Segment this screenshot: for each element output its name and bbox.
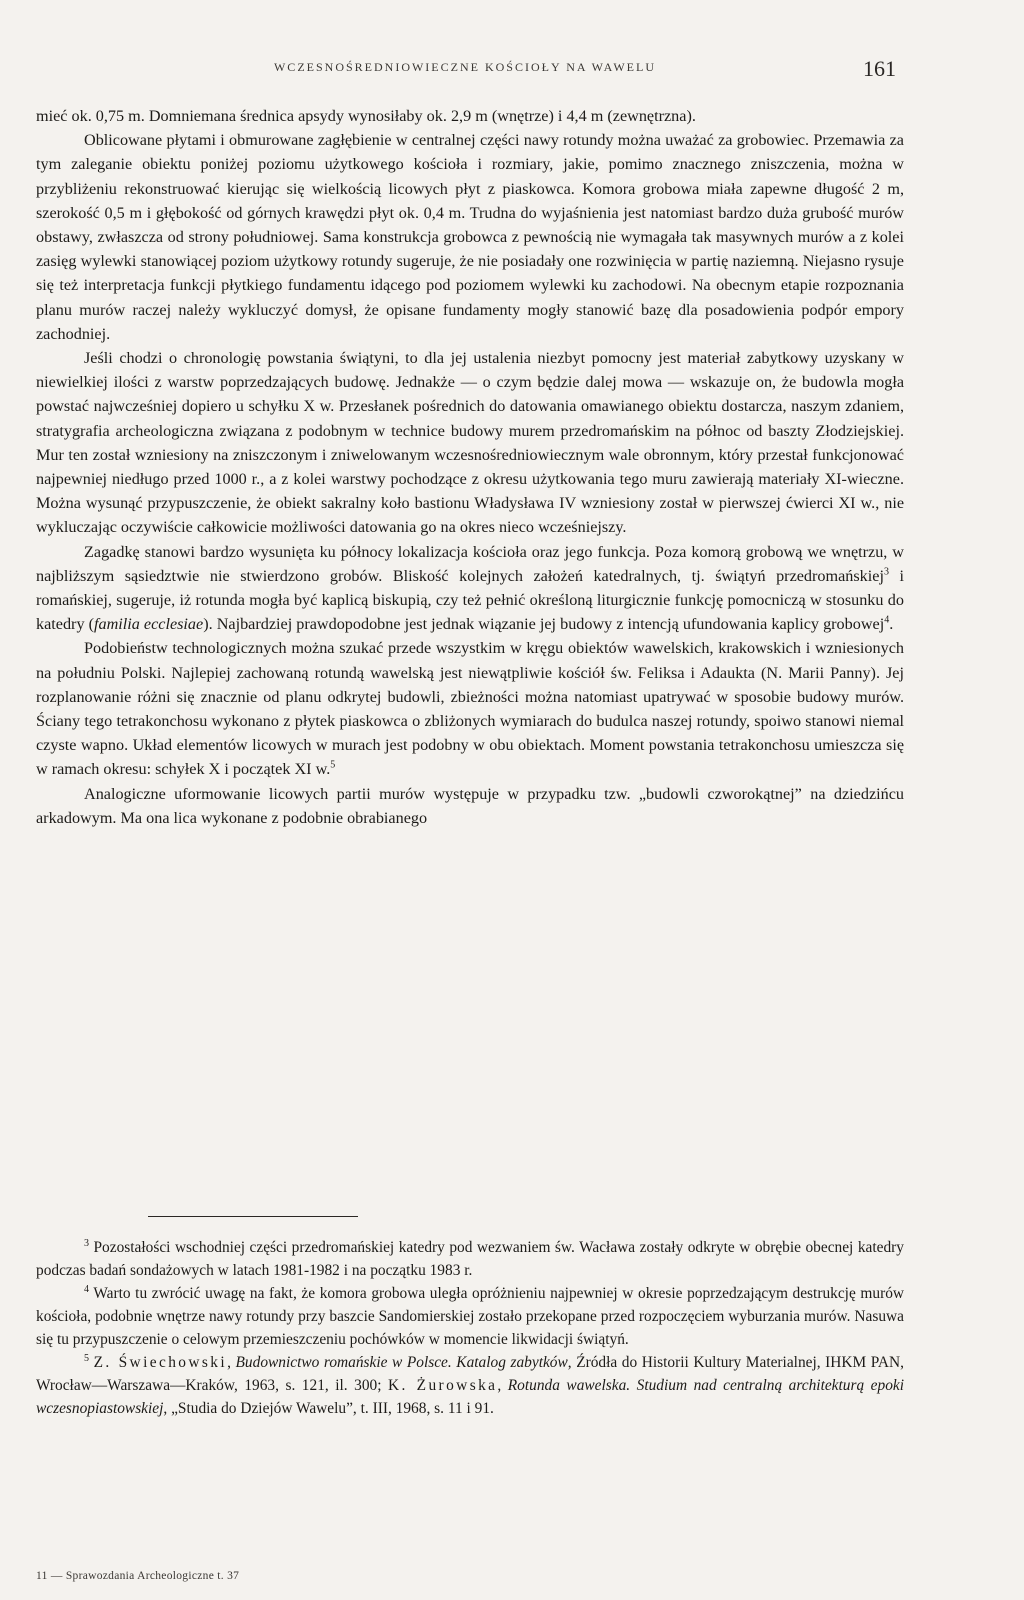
footnote-text: Warto tu zwrócić uwagę na fakt, że komora grobowa uległa opróżnieniu najpewniej w okresie poprzedzającym destrukcję murów kościoła, podobnie wnętrze nawy rotundy przy baszcie Sandomierskiej zostało przekopane przed rozpoczęciem wyburzania murów. Nasuwa się tu przypuszczenie o celowym przemieszczeniu pochówków w momencie likwidacji świątyń. <box>36 1285 904 1348</box>
footnote-number: 4 <box>84 1283 89 1295</box>
paragraph-4 <box>36 540 904 637</box>
page-header <box>36 60 894 75</box>
footnotes <box>36 1236 904 1420</box>
paragraph-1: mieć ok. 0,75 m. Domniemana średnica apsydy wynosiłaby ok. 2,9 m (wnętrze) i 4,4 m (zewnętrzna). <box>36 107 696 125</box>
paragraph-4-part-d: . <box>889 615 894 634</box>
paragraph-5-text: Podobieństw technologicznych można szukać przede wszystkim w kręgu obiektów wawelskich, krakowskich i wzniesionych na południu Polski. Najlepiej zachowaną rotundą wawelską jest niewątpliwie kościół św. Feliksa i Adaukta (N. Marii Panny). Jej rozplanowanie różni się znacznie od planu odkrytej budowli, zbieżności można natomiast upatrywać w sposobie budowy murów. Ściany tego tetrakonchosu wykonano z płytek piaskowca o zbliżonych wymiarach do budulca naszej rotundy, spoiwo stanowi niemal czyste wapno. Układ elementów licowych w murach jest podobny w obu obiektach. Moment powstania tetrakonchosu umieszcza się w ramach okresu: schyłek X i początek XI w. <box>36 639 904 779</box>
latin-term: familia ecclesiae <box>93 615 204 634</box>
author-name: K. Żurowska <box>388 1377 498 1394</box>
footnote-3 <box>36 1236 904 1282</box>
book-title: Budownictwo romańskie w Polsce. Katalog zabytków <box>235 1354 568 1371</box>
book-title: Rotunda wawelska. Studium nad centralną architekturą epoki wczesnopiastowskiej <box>36 1377 904 1417</box>
citation-text: , Źródła do Historii Kultury Materialnej, IHKM PAN, Wrocław—Warszawa—Kraków, 1963, s. 121, il. 300; <box>36 1354 905 1394</box>
separator: , <box>227 1354 236 1371</box>
author-name: Z. Świechowski <box>93 1354 228 1371</box>
citation-text: , „Studia do Dziejów Wawelu”, t. III, 1968, s. 11 i 91. <box>163 1400 494 1417</box>
footnote-5 <box>36 1351 904 1420</box>
footnote-ref-3[interactable]: 3 <box>883 566 889 578</box>
footnote-4 <box>36 1282 904 1351</box>
printer-signature: 11 — Sprawozdania Archeologiczne t. 37 <box>36 1570 240 1582</box>
footnote-ref-4[interactable]: 4 <box>884 614 890 626</box>
paragraph-4-part-c: ). Najbardziej prawdopodobne jest jednak wiązanie jej budowy z intencją ufundowania kaplicy grobowej <box>203 615 885 634</box>
footnote-text: Pozostałości wschodniej części przedromańskiej katedry pod wezwaniem św. Wacława zostały odkryte w obrębie obecnej katedry podczas badań sondażowych w latach 1981-1982 i na początku 1983 r. <box>36 1239 904 1279</box>
paragraph-6: Analogiczne uformowanie licowych partii murów występuje w przypadku tzw. „budowli czworokątnej” na dziedzińcu arkadowym. Ma ona lica wykonane z podobnie obrabianego <box>36 784 904 827</box>
page-number: 161 <box>863 56 896 81</box>
paragraph-5 <box>36 636 904 781</box>
paragraph-3: Jeśli chodzi o chronologię powstania świątyni, to dla jej ustalenia niezbyt pomocny jest materiał zabytkowy uzyskany w niewielkiej ilości z warstw poprzedzających budowę. Jednakże — o czym będzie dalej mowa — wskazuje on, że budowla mogła powstać najwcześniej dopiero u schyłku X w. Przesłanek pośrednich do datowania omawianego obiektu dostarcza, naszym zdaniem, stratygrafia archeologiczna związana z podobnym w technice budowy murem przedromańskim na północ od baszty Złodziejskiej. Mur ten został wzniesiony na zniszczonym i zniwelowanym wczesnośredniowiecznym wale obronnym, który przestał funkcjonować najpewniej niedługo przed 1000 r., a z kolei warstwy pochodzące z okresu użytkowania tego muru zawierają materiały XI-wieczne. Można wysunąć przypuszczenie, że obiekt sakralny koło bastionu Władysława IV wzniesiony został w pierwszej ćwierci XI w., nie wykluczając oczywiście całkowicie możliwości datowania go na okres nieco wcześniejszy. <box>36 349 904 537</box>
paragraph-2: Oblicowane płytami i obmurowane zagłębienie w centralnej części nawy rotundy można uważać za grobowiec. Przemawia za tym zaleganie obiektu poniżej poziomu użytkowego kościoła i rozmiary, jakie, pomimo znacznego zniszczenia, można w przybliżeniu rekonstruować kierując się wielkością licowych płyt z piaskowca. Komora grobowa miała zapewne długość 2 m, szerokość 0,5 m i głębokość od górnych krawędzi płyt ok. 0,4 m. Trudna do wyjaśnienia jest natomiast bardzo duża grubość murów obstawy, zwłaszcza od strony południowej. Sama konstrukcja grobowca z pewnością nie wymagała tak masywnych murów a z kolei zasięg wylewki stanowiącej poziom użytkowy rotundy sugeruje, że nie posiadały one rozwinięcia w partię naziemną. Niejasno rysuje się też interpretacja funkcji płytkiego fundamentu idącego pod poziomem wylewki ku zachodowi. Na obecnym etapie rozpoznania planu murów raczej należy wykluczyć domysł, że opisane fundamenty mogły stanowić bazę dla posadowienia podpór empory zachodniej. <box>36 131 904 343</box>
footnote-divider <box>148 1216 358 1217</box>
paragraph-4-part-a: Zagadkę stanowi bardzo wysunięta ku północy lokalizacja kościoła oraz jego funkcja. Poza komorą grobową we wnętrzu, w najbliższym sąsiedztwie nie stwierdzono grobów. Bliskość kolejnych założeń katedralnych, tj. świątyń przedromańskiej <box>36 542 904 585</box>
footnote-ref-5[interactable]: 5 <box>330 760 336 772</box>
paragraph-4-part-b: i romańskiej, sugeruje, iż rotunda mogła być kaplicą biskupią, czy też pełnić określoną liturgicznie funkcję pomocniczą w stosunku do katedry ( <box>36 566 904 634</box>
footnote-number: 3 <box>84 1237 89 1249</box>
body-text <box>36 104 904 830</box>
running-title: WCZESNOŚREDNIOWIECZNE KOŚCIOŁY NA WAWELU <box>273 60 656 74</box>
footnote-number: 5 <box>84 1352 89 1364</box>
separator: , <box>497 1377 508 1394</box>
